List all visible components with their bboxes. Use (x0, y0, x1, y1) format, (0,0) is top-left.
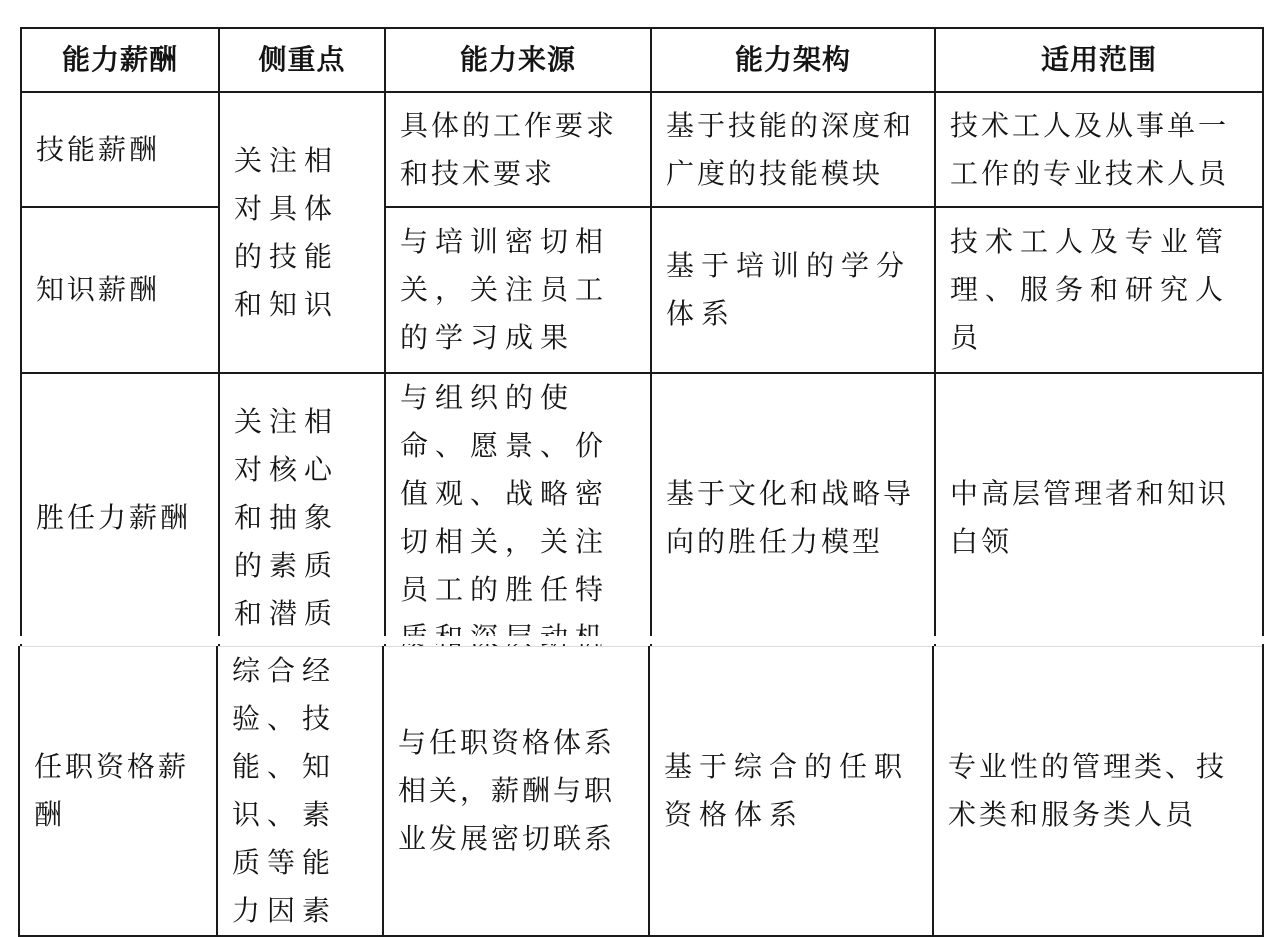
table-row-competency-pay (21, 373, 1263, 663)
cell-qualification-type: 任职资格薪酬 (19, 647, 217, 937)
cell-skill-knowledge-focus: 关注相对具体的技能和知识 (219, 92, 385, 373)
cell-skill-scope: 技术工人及从事单一工作的专业技术人员 (935, 92, 1263, 207)
cell-skill-source: 具体的工作要求和技术要求 (385, 92, 651, 207)
cell-knowledge-scope: 技术工人及专业管理、服务和研究人员 (935, 207, 1263, 373)
header-row (21, 28, 1263, 92)
cell-competency-scope: 中高层管理者和知识白领 (935, 373, 1263, 663)
comparison-table-upper (20, 27, 1264, 664)
page-seam (0, 636, 1280, 644)
header-cell-structure: 能力架构 (651, 28, 935, 92)
header-cell-scope: 适用范围 (935, 28, 1263, 92)
cell-skill-structure: 基于技能的深度和广度的技能模块 (651, 92, 935, 207)
cell-competency-structure: 基于文化和战略导向的胜任力模型 (651, 373, 935, 663)
cell-knowledge-structure: 基于培训的学分体系 (651, 207, 935, 373)
table-row-qualification-pay (19, 647, 1263, 937)
table-row-skill-pay (21, 92, 1263, 207)
header-cell-pay-type: 能力薪酬 (21, 28, 219, 92)
cell-skill-type: 技能薪酬 (21, 92, 219, 207)
cell-qualification-scope: 专业性的管理类、技术类和服务类人员 (933, 647, 1263, 937)
comparison-table-lower (18, 646, 1264, 937)
cell-competency-source: 与组织的使命、愿景、价值观、战略密切相关，关注员工的胜任特 (385, 373, 651, 663)
cell-qualification-focus: 综合经验、技能、知识、素质等能力因素 (217, 647, 383, 937)
cell-qualification-source: 与任职资格体系相关，薪酬与职业发展密切联系 (383, 647, 649, 937)
header-cell-source: 能力来源 (385, 28, 651, 92)
cell-qualification-structure: 基于综合的任职资格体系 (649, 647, 933, 937)
cell-competency-focus: 关注相对核心和抽象的素质和潜质 (219, 373, 385, 663)
cell-knowledge-type: 知识薪酬 (21, 207, 219, 373)
header-cell-focus: 侧重点 (219, 28, 385, 92)
table-row-knowledge-pay (21, 207, 1263, 373)
cell-knowledge-source: 与培训密切相关，关注员工的学习成果 (385, 207, 651, 373)
cell-competency-type: 胜任力薪酬 (21, 373, 219, 663)
